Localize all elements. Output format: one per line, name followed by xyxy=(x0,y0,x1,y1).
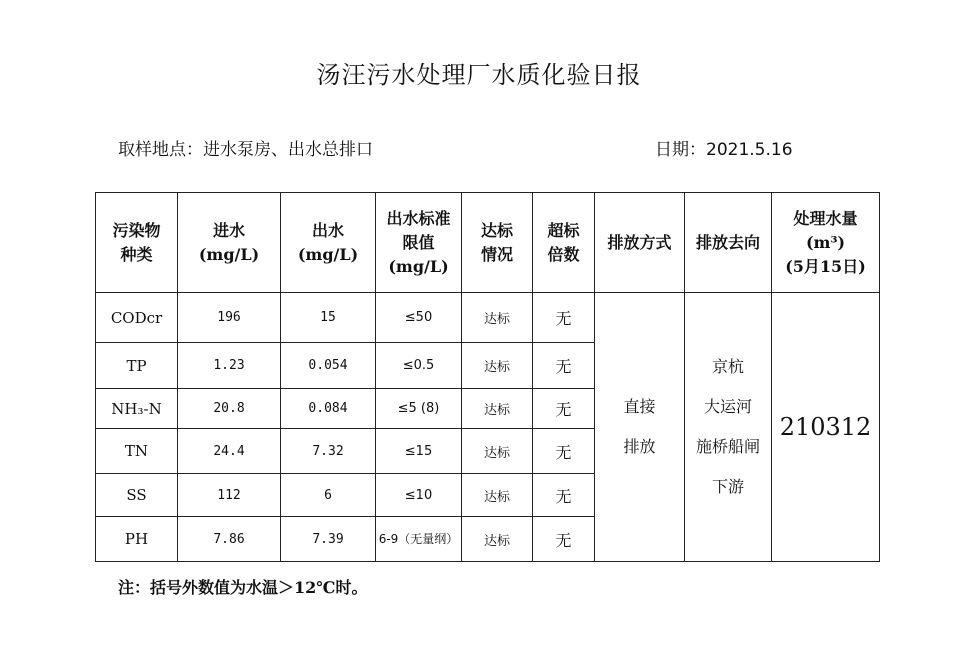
status-cell: 达标 xyxy=(462,389,533,429)
standard-cell: ≤15 xyxy=(376,429,462,474)
header-discharge-method: 排放方式 xyxy=(595,193,685,293)
pollutant-cell: CODcr xyxy=(96,293,178,343)
inflow-cell: 112 xyxy=(178,474,281,517)
exceed-cell: 无 xyxy=(533,474,595,517)
header-volume: 处理水量 (m³) (5月15日) xyxy=(772,193,880,293)
header-standard: 出水标准 限值 (mg/L) xyxy=(376,193,462,293)
outflow-cell: 0.084 xyxy=(281,389,376,429)
header-outflow: 出水 (mg/L) xyxy=(281,193,376,293)
outflow-cell: 7.39 xyxy=(281,517,376,562)
inflow-cell: 7.86 xyxy=(178,517,281,562)
outflow-cell: 6 xyxy=(281,474,376,517)
status-cell: 达标 xyxy=(462,429,533,474)
outflow-cell: 15 xyxy=(281,293,376,343)
inflow-cell: 1.23 xyxy=(178,343,281,389)
status-cell: 达标 xyxy=(462,517,533,562)
pollutant-cell: SS xyxy=(96,474,178,517)
header-row xyxy=(96,193,880,293)
pollutant-cell: NH₃-N xyxy=(96,389,178,429)
standard-cell: ≤50 xyxy=(376,293,462,343)
standard-cell: ≤5 (8) xyxy=(376,389,462,429)
header-pollutant: 污染物 种类 xyxy=(96,193,178,293)
inflow-cell: 20.8 xyxy=(178,389,281,429)
header-inflow: 进水 (mg/L) xyxy=(178,193,281,293)
treated-volume-cell: 210312 xyxy=(772,293,880,562)
water-quality-table xyxy=(95,192,880,562)
exceed-cell: 无 xyxy=(533,429,595,474)
status-cell: 达标 xyxy=(462,343,533,389)
exceed-cell: 无 xyxy=(533,517,595,562)
status-cell: 达标 xyxy=(462,293,533,343)
pollutant-cell: PH xyxy=(96,517,178,562)
exceed-cell: 无 xyxy=(533,389,595,429)
outflow-cell: 0.054 xyxy=(281,343,376,389)
exceed-cell: 无 xyxy=(533,293,595,343)
standard-cell: ≤10 xyxy=(376,474,462,517)
outflow-cell: 7.32 xyxy=(281,429,376,474)
discharge-destination-cell: 京杭 大运河 施桥船闸 下游 xyxy=(685,293,772,562)
pollutant-cell: TP xyxy=(96,343,178,389)
report-title: 汤汪污水处理厂水质化验日报 xyxy=(316,61,642,89)
inflow-cell: 24.4 xyxy=(178,429,281,474)
standard-cell: 6-9（无量纲） xyxy=(376,517,462,562)
table-row xyxy=(96,293,880,343)
inflow-cell: 196 xyxy=(178,293,281,343)
pollutant-cell: TN xyxy=(96,429,178,474)
report-date: 日期：2021.5.16 xyxy=(655,140,793,160)
status-cell: 达标 xyxy=(462,474,533,517)
exceed-cell: 无 xyxy=(533,343,595,389)
header-exceed: 超标 倍数 xyxy=(533,193,595,293)
standard-cell: ≤0.5 xyxy=(376,343,462,389)
footnote: 注：括号外数值为水温＞12℃时。 xyxy=(118,578,368,597)
discharge-method-cell: 直接 排放 xyxy=(595,293,685,562)
header-status: 达标 情况 xyxy=(462,193,533,293)
header-discharge-destination: 排放去向 xyxy=(685,193,772,293)
sampling-location: 取样地点：进水泵房、出水总排口 xyxy=(118,140,373,160)
